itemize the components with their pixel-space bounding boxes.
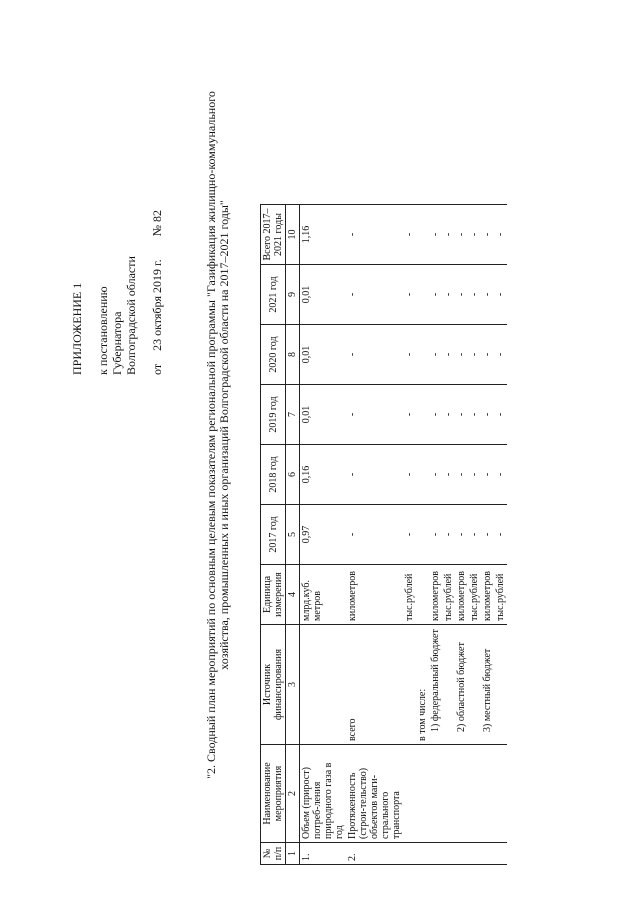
column-number: 3 bbox=[286, 625, 300, 745]
year-value: - bbox=[442, 385, 455, 445]
measure-name: Объем (прирост) потреб-ления природного газа в год bbox=[300, 745, 347, 843]
year-value bbox=[416, 445, 429, 505]
column-header: 2019 год bbox=[261, 385, 286, 445]
year-value: - bbox=[403, 205, 416, 265]
year-value: - bbox=[468, 385, 481, 445]
caption-line-2: хозяйства, промышленных и иных организаций Волгоградской области на 2017–2021 годы" bbox=[217, 200, 231, 670]
plan-table bbox=[260, 204, 507, 865]
appendix-title: ПРИЛОЖЕНИЕ 1 bbox=[70, 282, 84, 375]
column-number: 6 bbox=[286, 445, 300, 505]
unit-of-measure: тыс.рублей bbox=[494, 565, 507, 625]
year-value: - bbox=[429, 265, 442, 325]
year-value: - bbox=[442, 445, 455, 505]
year-value bbox=[416, 265, 429, 325]
year-value: - bbox=[429, 385, 442, 445]
year-value: - bbox=[455, 385, 468, 445]
unit-of-measure bbox=[416, 565, 429, 625]
row-number bbox=[403, 843, 416, 865]
year-value: - bbox=[481, 205, 494, 265]
year-value: - bbox=[346, 385, 403, 445]
unit-of-measure: тыс.рублей bbox=[442, 565, 455, 625]
year-value: - bbox=[346, 505, 403, 565]
table-row bbox=[468, 205, 481, 865]
funding-source: 1) федеральный бюджет bbox=[429, 625, 442, 745]
row-number bbox=[494, 843, 507, 865]
unit-of-measure: тыс.рублей bbox=[403, 565, 416, 625]
row-number bbox=[442, 843, 455, 865]
year-value: - bbox=[429, 505, 442, 565]
year-value: - bbox=[442, 505, 455, 565]
row-number bbox=[468, 843, 481, 865]
unit-of-measure: млрд.куб. метров bbox=[300, 565, 347, 625]
unit-of-measure: километров bbox=[455, 565, 468, 625]
year-value: - bbox=[346, 205, 403, 265]
row-number: 2. bbox=[346, 843, 403, 865]
funding-source: в том числе: bbox=[416, 625, 429, 745]
unit-of-measure: тыс.рублей bbox=[468, 565, 481, 625]
header-line-2: Губернатора bbox=[110, 311, 124, 375]
year-value: 0,01 bbox=[300, 385, 347, 445]
measure-name bbox=[429, 745, 442, 843]
row-number bbox=[481, 843, 494, 865]
funding-source: всего bbox=[346, 625, 403, 745]
column-number: 9 bbox=[286, 265, 300, 325]
measure-name bbox=[481, 745, 494, 843]
column-number: 8 bbox=[286, 325, 300, 385]
year-value: - bbox=[455, 265, 468, 325]
unit-of-measure: километров bbox=[346, 565, 403, 625]
date-day: 23 bbox=[150, 338, 164, 351]
year-value: - bbox=[468, 325, 481, 385]
funding-source: 3) местный бюджет bbox=[481, 625, 494, 745]
funding-source: 2) областной бюджет bbox=[455, 625, 468, 745]
date-year-suffix: г. bbox=[150, 259, 164, 266]
year-value: - bbox=[468, 205, 481, 265]
year-value: - bbox=[455, 445, 468, 505]
row-number bbox=[429, 843, 442, 865]
year-value: - bbox=[455, 205, 468, 265]
column-header: Всего 2017–2021 годы bbox=[261, 205, 286, 265]
year-value: - bbox=[429, 445, 442, 505]
year-value: 1,16 bbox=[300, 205, 347, 265]
row-number: 1. bbox=[300, 843, 347, 865]
header-line-1: к постановлению bbox=[96, 286, 110, 375]
column-header: Единица измерения bbox=[261, 565, 286, 625]
column-header: 2017 год bbox=[261, 505, 286, 565]
year-value: 0,01 bbox=[300, 265, 347, 325]
year-value: - bbox=[481, 385, 494, 445]
year-value: - bbox=[429, 205, 442, 265]
measure-name bbox=[468, 745, 481, 843]
measure-name: Протяженность (строи-тельство) объектов маги-стрального транспорта bbox=[346, 745, 403, 843]
column-number: 5 bbox=[286, 505, 300, 565]
table-row bbox=[346, 205, 403, 865]
measure-name bbox=[442, 745, 455, 843]
year-value: - bbox=[403, 385, 416, 445]
year-value: - bbox=[494, 325, 507, 385]
year-value: - bbox=[494, 205, 507, 265]
year-value: - bbox=[442, 205, 455, 265]
year-value: - bbox=[494, 385, 507, 445]
table-row bbox=[494, 205, 507, 865]
measure-name bbox=[403, 745, 416, 843]
caption-line-1: "2. Сводный план мероприятий по основным целевым показателям региональной программы "Газификация жилищно-коммунального bbox=[204, 91, 218, 779]
column-header: Источник финансирования bbox=[261, 625, 286, 745]
appendix-header bbox=[70, 210, 164, 375]
measure-name bbox=[416, 745, 429, 843]
row-number bbox=[455, 843, 468, 865]
table-row bbox=[455, 205, 468, 865]
column-number: 2 bbox=[286, 745, 300, 843]
table-caption bbox=[205, 50, 231, 820]
table-row bbox=[403, 205, 416, 865]
year-value bbox=[416, 325, 429, 385]
year-value: 0,01 bbox=[300, 325, 347, 385]
row-number bbox=[416, 843, 429, 865]
table-row bbox=[429, 205, 442, 865]
year-value: - bbox=[429, 325, 442, 385]
column-number-row bbox=[286, 205, 300, 865]
year-value: 0,97 bbox=[300, 505, 347, 565]
unit-of-measure: километров bbox=[481, 565, 494, 625]
column-header: 2018 год bbox=[261, 445, 286, 505]
table-body bbox=[300, 205, 508, 865]
year-value: - bbox=[481, 505, 494, 565]
year-value bbox=[416, 385, 429, 445]
year-value: - bbox=[494, 265, 507, 325]
date-prefix: от bbox=[150, 363, 164, 375]
column-number: 4 bbox=[286, 565, 300, 625]
column-number: 10 bbox=[286, 205, 300, 265]
year-value: - bbox=[455, 325, 468, 385]
table-row bbox=[300, 205, 347, 865]
year-value: - bbox=[442, 265, 455, 325]
funding-source bbox=[468, 625, 481, 745]
date-month: октября 2019 bbox=[150, 269, 164, 336]
column-header: Наименование мероприятия bbox=[261, 745, 286, 843]
measure-name bbox=[455, 745, 468, 843]
column-header: 2020 год bbox=[261, 325, 286, 385]
year-value: - bbox=[481, 445, 494, 505]
funding-source bbox=[442, 625, 455, 745]
table-header-row bbox=[261, 205, 286, 865]
year-value: - bbox=[346, 265, 403, 325]
table-row bbox=[416, 205, 429, 865]
table-row bbox=[442, 205, 455, 865]
year-value: - bbox=[481, 325, 494, 385]
column-header: 2021 год bbox=[261, 265, 286, 325]
number-prefix: № bbox=[150, 224, 164, 237]
header-line-3: Волгоградской области bbox=[124, 256, 138, 375]
funding-source bbox=[403, 625, 416, 745]
year-value: - bbox=[403, 445, 416, 505]
year-value: - bbox=[468, 265, 481, 325]
decree-date-line bbox=[150, 210, 164, 375]
funding-source bbox=[494, 625, 507, 745]
year-value: - bbox=[468, 445, 481, 505]
year-value: - bbox=[494, 505, 507, 565]
year-value: - bbox=[455, 505, 468, 565]
decree-number: 82 bbox=[150, 209, 164, 222]
year-value: - bbox=[494, 445, 507, 505]
year-value: 0,16 bbox=[300, 445, 347, 505]
column-number: 7 bbox=[286, 385, 300, 445]
year-value: - bbox=[403, 265, 416, 325]
year-value: - bbox=[346, 445, 403, 505]
table-row bbox=[481, 205, 494, 865]
column-number: 1 bbox=[286, 843, 300, 865]
measure-name bbox=[494, 745, 507, 843]
year-value: - bbox=[468, 505, 481, 565]
year-value: - bbox=[442, 325, 455, 385]
funding-source bbox=[300, 625, 347, 745]
year-value: - bbox=[346, 325, 403, 385]
year-value: - bbox=[481, 265, 494, 325]
unit-of-measure: километров bbox=[429, 565, 442, 625]
year-value bbox=[416, 505, 429, 565]
year-value: - bbox=[403, 325, 416, 385]
year-value bbox=[416, 205, 429, 265]
column-header: № п/п bbox=[261, 843, 286, 865]
year-value: - bbox=[403, 505, 416, 565]
